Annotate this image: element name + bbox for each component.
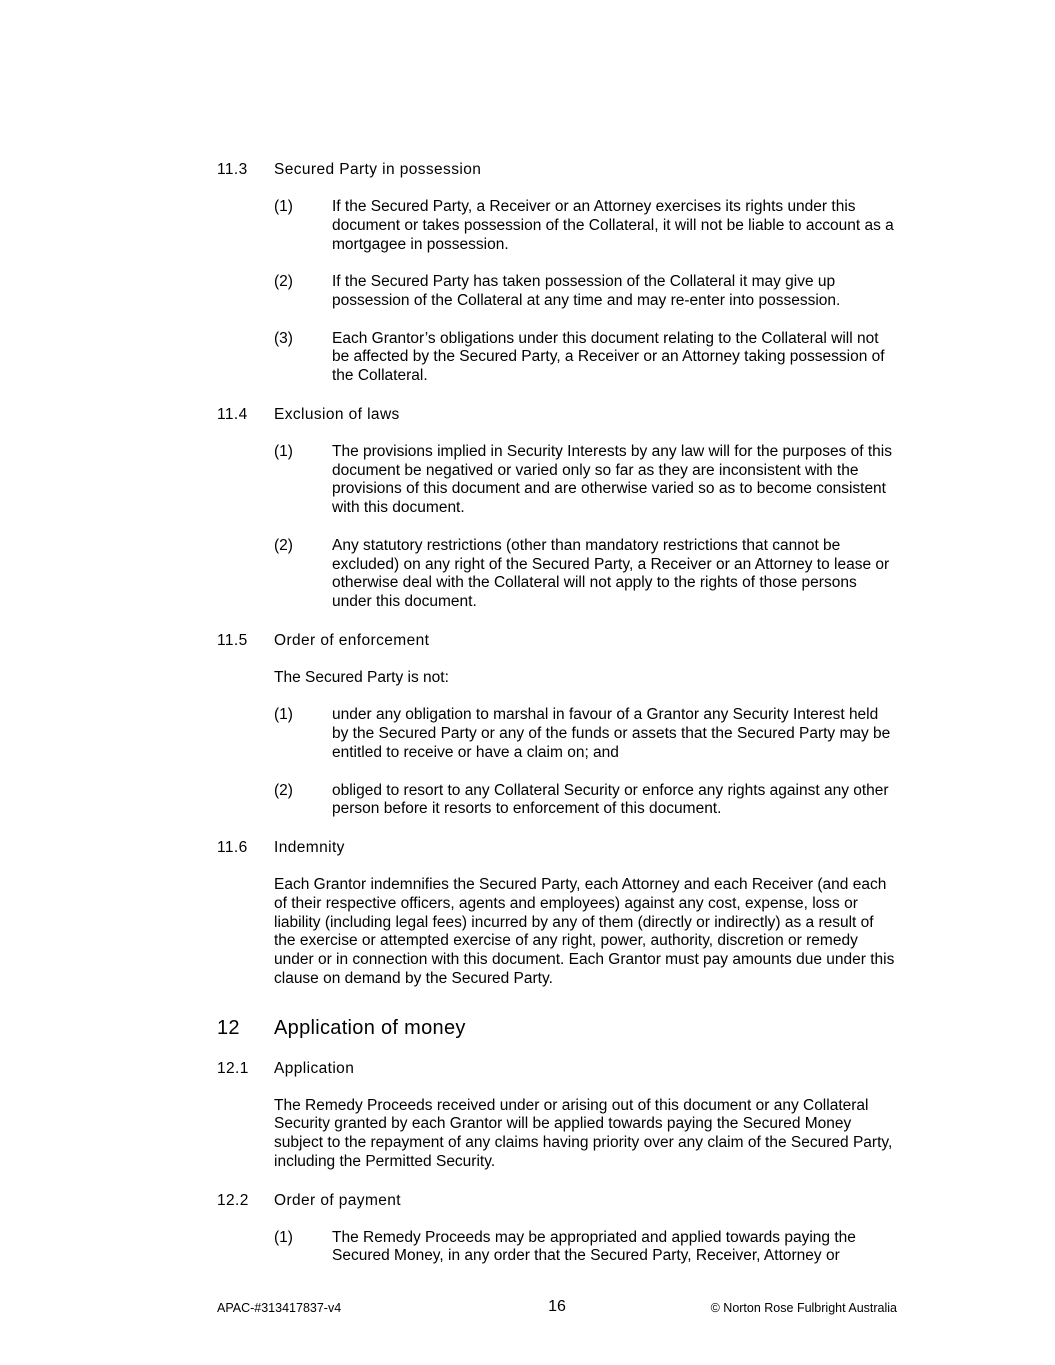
item-text: The Remedy Proceeds may be appropriated and applied towards paying the Secured Money, in any order that the Secured Party, Receiver, Attorney or [332,1228,856,1265]
item-text: Any statutory restrictions (other than mandatory restrictions that cannot be excluded) on any right of the Secured Party, a Receiver or an Attorney to lease or otherwise deal with the Collateral will not apply to the rights of those persons under this document. [332,536,890,611]
item-label: (2) [274,781,293,799]
heading-number: 12.1 [217,1059,249,1077]
copyright-notice: © Norton Rose Fulbright Australia [710,1301,897,1315]
heading-number: 12.2 [217,1191,249,1209]
heading-title: Order of payment [274,1191,402,1209]
numbered-item [274,1229,897,1267]
numbered-item [274,330,897,386]
item-text: If the Secured Party has taken possession of the Collateral it may give up possession of the Collateral at any time and may re-enter into possession. [332,273,841,309]
subclause-heading [217,1191,897,1211]
item-label: (2) [274,536,293,554]
item-label: (1) [274,442,293,460]
numbered-item [274,273,897,311]
clause-paragraph: The Secured Party is not: [274,668,449,686]
numbered-item [274,706,897,762]
numbered-item [274,782,897,820]
heading-number: 11.5 [217,631,248,649]
item-label: (1) [274,1228,293,1246]
subclause-heading [217,631,897,651]
heading-title: Exclusion of laws [274,405,400,423]
heading-number: 12 [217,1016,240,1039]
numbered-item [274,443,897,518]
subclause-heading [217,1059,897,1079]
item-text: If the Secured Party, a Receiver or an Attorney exercises its rights under this document or takes possession of the Collateral, it will not be liable to account as a mortgagee in possession. [332,198,894,253]
item-label: (3) [274,329,293,347]
subclause-heading [217,838,897,858]
item-label: (1) [274,706,293,724]
clause-paragraph: Each Grantor indemnifies the Secured Party, each Attorney and each Receiver (and each of their respective officers, agents and employees) against any cost, expense, loss or liability (including legal fees) incurred by any of them (directly or indirectly) as a result of the exercise or attempted exercise of any right, power, authority, discretion or remedy under or in connection with this document. Each Grantor must pay amounts due under this clause on demand by the Secured Party. [274,875,895,987]
heading-title: Indemnity [274,838,345,856]
item-text: Each Grantor’s obligations under this document relating to the Collateral will not be affected by the Secured Party, a Receiver or an Attorney taking possession of the Collateral. [332,329,885,385]
heading-number: 11.3 [217,161,248,178]
heading-title: Secured Party in possession [274,161,482,178]
document-reference: APAC-#313417837-v4 [217,1301,342,1315]
heading-number: 11.6 [217,838,248,856]
item-text: under any obligation to marshal in favour of a Grantor any Security Interest held by the Secured Party or any of the funds or assets that the Secured Party may be entitled to receive or have a claim on; and [332,706,891,761]
page-footer [217,1298,897,1322]
heading-number: 11.4 [217,405,248,423]
page-number: 16 [548,1298,566,1315]
subclause-heading [217,405,897,425]
heading-title: Order of enforcement [274,631,430,649]
clause-paragraph: The Remedy Proceeds received under or arising out of this document or any Collateral Security granted by each Grantor will be applied towards paying the Secured Money subject to the repayment of any claims having priority over any claim of the Secured Party, including the Permitted Security. [274,1096,893,1171]
heading-title: Application of money [274,1016,466,1039]
item-text: obliged to resort to any Collateral Security or enforce any rights against any other person before it resorts to enforcement of this document. [332,781,889,818]
item-label: (2) [274,273,293,291]
numbered-item [274,198,897,254]
numbered-item [274,537,897,612]
document-body [217,160,897,1285]
item-label: (1) [274,198,293,215]
subclause-heading [217,160,897,180]
heading-title: Application [274,1059,355,1077]
clause-heading [217,1015,897,1041]
item-text: The provisions implied in Security Interests by any law will for the purposes of this document be negatived or varied only so far as they are inconsistent with the provisions of this document and are otherwise varied so as to become consistent with this document. [332,442,892,517]
